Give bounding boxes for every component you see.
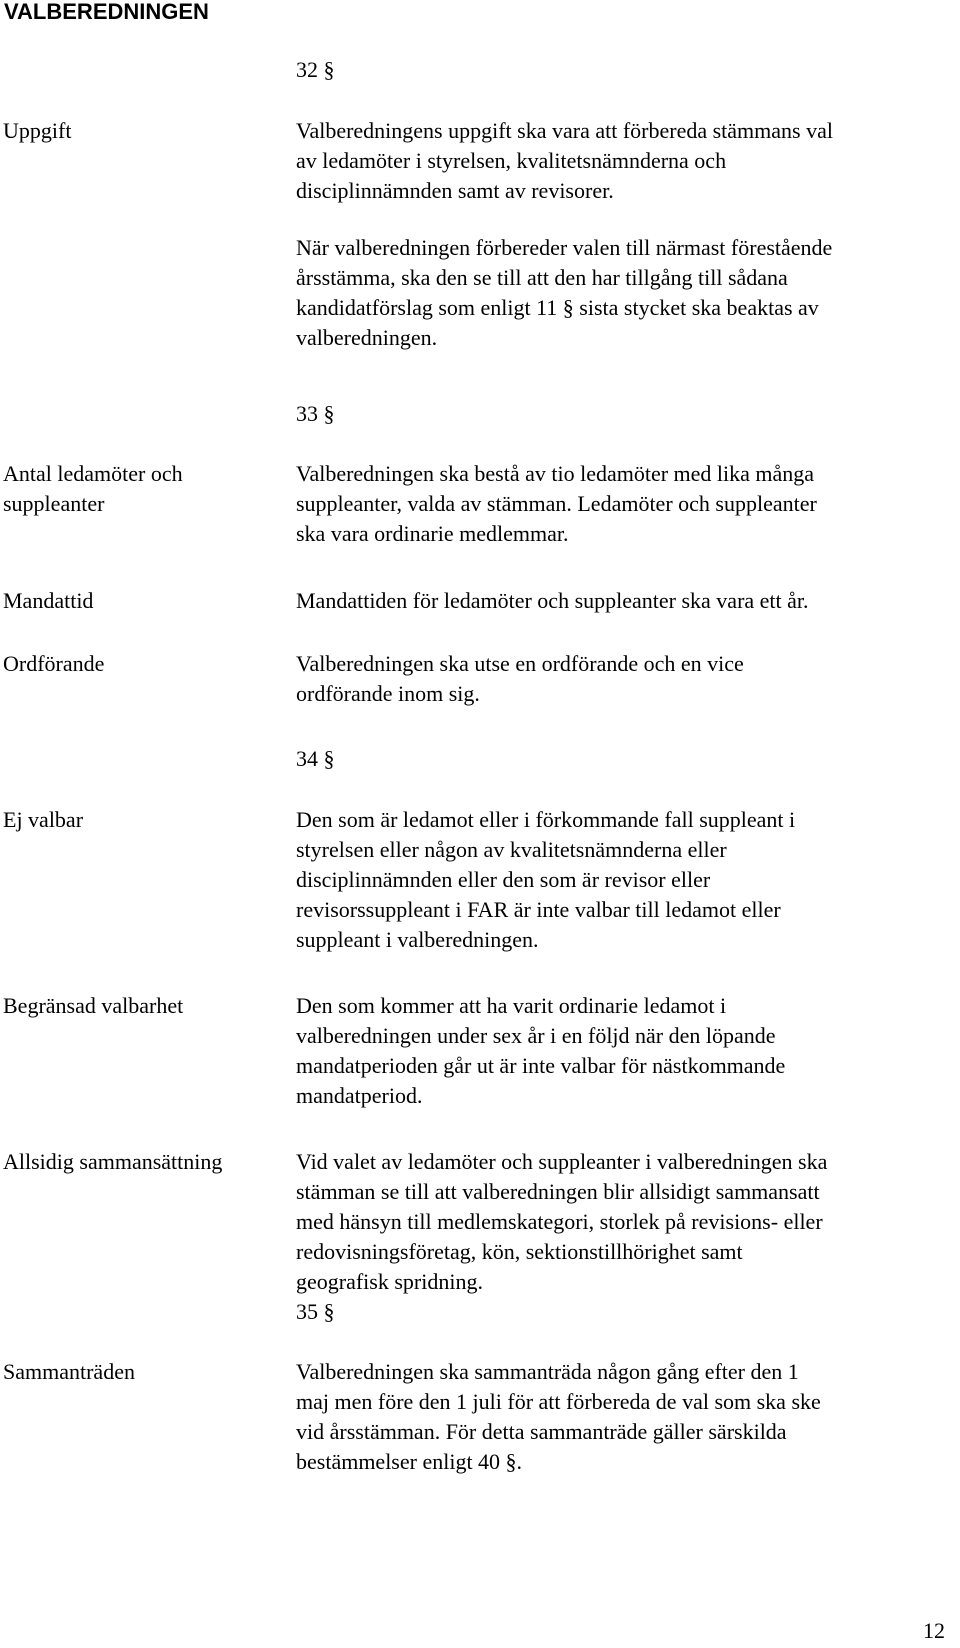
- text-line: Den som kommer att ha varit ordinarie ledamot i: [296, 993, 727, 1018]
- text-line: av ledamöter i styrelsen, kvalitetsnämnderna och: [296, 148, 727, 173]
- text-line: valberedningen under sex år i en följd när den löpande: [296, 1023, 776, 1048]
- paragraph-mandattid: [296, 586, 946, 616]
- label-ordforande: Ordförande: [3, 651, 105, 676]
- text-line: maj men före den 1 juli för att förbereda de val som ska ske: [296, 1389, 821, 1414]
- label-allsidig-sammansattning: Allsidig sammansättning: [3, 1149, 223, 1174]
- text-line: bestämmelser enligt 40 §.: [296, 1449, 523, 1474]
- paragraph-uppgift: [296, 116, 946, 206]
- text-line: ordförande inom sig.: [296, 681, 480, 706]
- section-number-32: 32 §: [296, 57, 335, 82]
- paragraph-kandidatforslag: [296, 233, 946, 353]
- label-line: suppleanter: [3, 491, 105, 516]
- label-sammantraden: Sammanträden: [3, 1359, 135, 1384]
- text-line: Vid valet av ledamöter och suppleanter i valberedningen ska: [296, 1149, 828, 1174]
- text-line: Mandattiden för ledamöter och suppleanter ska vara ett år.: [296, 588, 809, 613]
- paragraph-antal-ledamoter: [296, 459, 946, 549]
- text-line: När valberedningen förbereder valen till närmast förestående: [296, 235, 833, 260]
- text-line: suppleant i valberedningen.: [296, 927, 539, 952]
- text-line: Valberedningen ska utse en ordförande och en vice: [296, 651, 744, 676]
- text-line: disciplinnämnden eller den som är revisor eller: [296, 867, 711, 892]
- paragraph-ej-valbar: [296, 805, 946, 955]
- text-line: årsstämma, ska den se till att den har tillgång till sådana: [296, 265, 788, 290]
- document-title: VALBEREDNINGEN: [4, 0, 209, 24]
- text-line: ska vara ordinarie medlemmar.: [296, 521, 569, 546]
- text-line: disciplinnämnden samt av revisorer.: [296, 178, 614, 203]
- text-line: styrelsen eller någon av kvalitetsnämnderna eller: [296, 837, 727, 862]
- text-line: med hänsyn till medlemskategori, storlek på revisions- eller: [296, 1209, 823, 1234]
- text-line: valberedningen.: [296, 325, 438, 350]
- text-line: suppleanter, valda av stämman. Ledamöter och suppleanter: [296, 491, 817, 516]
- text-line: Valberedningen ska sammanträda någon gång efter den 1: [296, 1359, 799, 1384]
- text-line: geografisk spridning.: [296, 1269, 483, 1294]
- text-line: stämman se till att valberedningen blir allsidigt sammansatt: [296, 1179, 820, 1204]
- text-line: mandatperiod.: [296, 1083, 423, 1108]
- paragraph-allsidig-sammansattning: [296, 1147, 946, 1297]
- label-begransad-valbarhet: Begränsad valbarhet: [3, 993, 184, 1018]
- text-line: redovisningsföretag, kön, sektionstillhörighet samt: [296, 1239, 743, 1264]
- paragraph-ordforande: [296, 649, 946, 709]
- section-number-35: 35 §: [296, 1299, 335, 1324]
- page-number: 12: [923, 1618, 945, 1643]
- text-line: kandidatförslag som enligt 11 § sista stycket ska beaktas av: [296, 295, 819, 320]
- text-line: Valberedningens uppgift ska vara att förbereda stämmans val: [296, 118, 833, 143]
- paragraph-sammantraden: [296, 1357, 946, 1477]
- text-line: mandatperioden går ut är inte valbar för nästkommande: [296, 1053, 786, 1078]
- section-number-34: 34 §: [296, 746, 335, 771]
- text-line: Valberedningen ska bestå av tio ledamöter med lika många: [296, 461, 815, 486]
- section-number-33: 33 §: [296, 401, 335, 426]
- text-line: Den som är ledamot eller i förkommande fall suppleant i: [296, 807, 796, 832]
- label-antal-ledamoter: [3, 459, 273, 519]
- label-mandattid: Mandattid: [3, 588, 94, 613]
- label-uppgift: Uppgift: [3, 118, 72, 143]
- label-ej-valbar: Ej valbar: [3, 807, 84, 832]
- label-line: Antal ledamöter och: [3, 461, 183, 486]
- paragraph-begransad-valbarhet: [296, 991, 946, 1111]
- text-line: vid årsstämman. För detta sammanträde gäller särskilda: [296, 1419, 787, 1444]
- text-line: revisorssuppleant i FAR är inte valbar till ledamot eller: [296, 897, 781, 922]
